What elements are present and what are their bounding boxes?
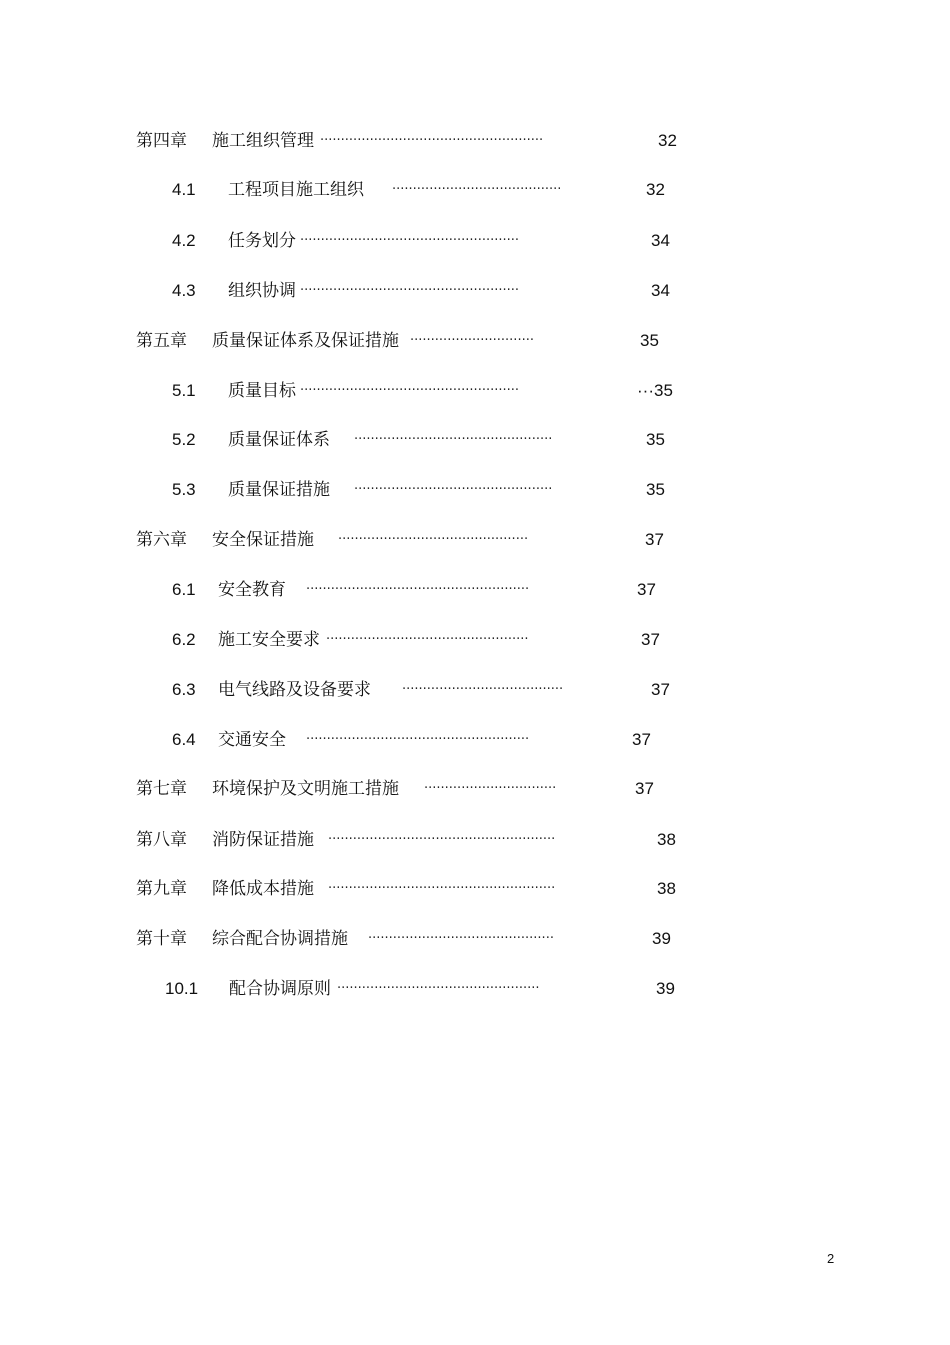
- toc-entry-leader: ······················································: [306, 732, 530, 747]
- toc-entry-page: 37: [637, 580, 656, 599]
- toc-entry-label: 5.1: [172, 381, 196, 400]
- toc-entry-title: 质量保证体系: [228, 430, 330, 450]
- toc-entry-leader: ·······················································: [328, 881, 556, 896]
- toc-entry-page: 35: [646, 430, 665, 449]
- toc-entry-label: 第四章: [136, 131, 187, 151]
- toc-entry-leader: ·················································: [326, 632, 529, 647]
- toc-entry-chapter-8[interactable]: [0, 828, 950, 852]
- toc-entry-page: 38: [657, 830, 676, 849]
- toc-entry-label: 10.1: [165, 979, 199, 998]
- toc-entry-label: 第七章: [136, 779, 187, 799]
- toc-entry-page: 32: [658, 131, 677, 150]
- toc-entry-title: 质量目标: [228, 381, 296, 401]
- toc-entry-page: 37: [635, 779, 654, 798]
- toc-entry-page: 38: [657, 879, 676, 898]
- toc-entry-leader: ································: [424, 781, 557, 796]
- toc-entry-4-1[interactable]: [0, 178, 950, 202]
- toc-entry-label: 4.3: [172, 281, 196, 300]
- toc-entry-title: 安全教育: [218, 580, 286, 600]
- toc-entry-label: 第八章: [136, 830, 187, 850]
- toc-entry-title: 环境保护及文明施工措施: [212, 779, 399, 799]
- toc-entry-5-3[interactable]: [0, 478, 950, 502]
- toc-entry-6-2[interactable]: [0, 628, 950, 652]
- toc-entry-page: 34: [651, 281, 670, 300]
- toc-entry-label: 第五章: [136, 331, 187, 351]
- toc-entry-leader: ·······················································: [328, 832, 556, 847]
- toc-entry-chapter-10[interactable]: [0, 927, 950, 951]
- toc-entry-title: 任务划分: [228, 231, 296, 251]
- toc-entry-leader: ·········································: [392, 182, 562, 197]
- toc-entry-label: 第十章: [136, 929, 187, 949]
- toc-entry-6-1[interactable]: [0, 578, 950, 602]
- toc-entry-leader: ······················································: [306, 582, 530, 597]
- toc-entry-title: 消防保证措施: [212, 830, 314, 850]
- toc-entry-title: 安全保证措施: [212, 530, 314, 550]
- toc-entry-page: 37: [651, 680, 670, 699]
- toc-entry-6-4[interactable]: [0, 728, 950, 752]
- toc-entry-title: 质量保证措施: [228, 480, 330, 500]
- toc-entry-label: 5.3: [172, 480, 196, 499]
- toc-entry-label: 5.2: [172, 430, 196, 449]
- toc-entry-page: 37: [641, 630, 660, 649]
- toc-entry-label: 第六章: [136, 530, 187, 550]
- toc-entry-leader: ·······································: [402, 682, 564, 697]
- toc-entry-chapter-5[interactable]: [0, 329, 950, 353]
- toc-entry-page: ···35: [637, 381, 673, 400]
- toc-entry-chapter-6[interactable]: [0, 528, 950, 552]
- toc-entry-title: 质量保证体系及保证措施: [212, 331, 399, 351]
- toc-entry-page: 35: [640, 331, 659, 350]
- toc-entry-label: 6.4: [172, 730, 196, 749]
- toc-entry-chapter-4[interactable]: [0, 129, 950, 153]
- toc-entry-leader: ······························: [410, 333, 534, 348]
- toc-entry-5-1[interactable]: [0, 379, 950, 403]
- toc-entry-chapter-9[interactable]: [0, 877, 950, 901]
- toc-entry-page: 37: [645, 530, 664, 549]
- toc-entry-title: 施工组织管理: [212, 131, 314, 151]
- toc-entry-title: 综合配合协调措施: [212, 929, 348, 949]
- toc-entry-label: 4.2: [172, 231, 196, 250]
- toc-entry-page: 39: [652, 929, 671, 948]
- toc-entry-title: 组织协调: [228, 281, 296, 301]
- page-number: 2: [827, 1251, 835, 1266]
- toc-entry-title: 配合协调原则: [229, 979, 331, 999]
- toc-entry-4-3[interactable]: [0, 279, 950, 303]
- toc-entry-leader: ··············································: [338, 532, 529, 547]
- toc-entry-leader: ······················································: [320, 133, 544, 148]
- toc-entry-leader: ················································: [354, 482, 553, 497]
- toc-entry-label: 第九章: [136, 879, 187, 899]
- toc-entry-leader: ·····················································: [300, 383, 520, 398]
- toc-entry-10-1[interactable]: [0, 977, 950, 1001]
- toc-entry-title: 电气线路及设备要求: [218, 680, 371, 700]
- toc-entry-page: 35: [646, 480, 665, 499]
- toc-entry-label: 4.1: [172, 180, 196, 199]
- toc-entry-page: 37: [632, 730, 651, 749]
- toc-entry-leader: ·············································: [368, 931, 554, 946]
- toc-entry-leader: ·····················································: [300, 233, 520, 248]
- toc-entry-page: 34: [651, 231, 670, 250]
- toc-entry-leader: ·····················································: [300, 283, 520, 298]
- toc-entry-title: 交通安全: [218, 730, 286, 750]
- toc-entry-chapter-7[interactable]: [0, 777, 950, 801]
- toc-entry-page: 39: [656, 979, 675, 998]
- toc-entry-label: 6.2: [172, 630, 196, 649]
- toc-entry-leader: ·················································: [337, 981, 540, 996]
- toc-entry-page: 32: [646, 180, 665, 199]
- toc-entry-label: 6.1: [172, 580, 196, 599]
- toc-entry-title: 降低成本措施: [212, 879, 314, 899]
- toc-entry-title: 施工安全要求: [218, 630, 320, 650]
- toc-entry-6-3[interactable]: [0, 678, 950, 702]
- toc-entry-title: 工程项目施工组织: [228, 180, 364, 200]
- toc-entry-5-2[interactable]: [0, 428, 950, 452]
- toc-entry-4-2[interactable]: [0, 229, 950, 253]
- toc-entry-label: 6.3: [172, 680, 196, 699]
- toc-entry-leader: ················································: [354, 432, 553, 447]
